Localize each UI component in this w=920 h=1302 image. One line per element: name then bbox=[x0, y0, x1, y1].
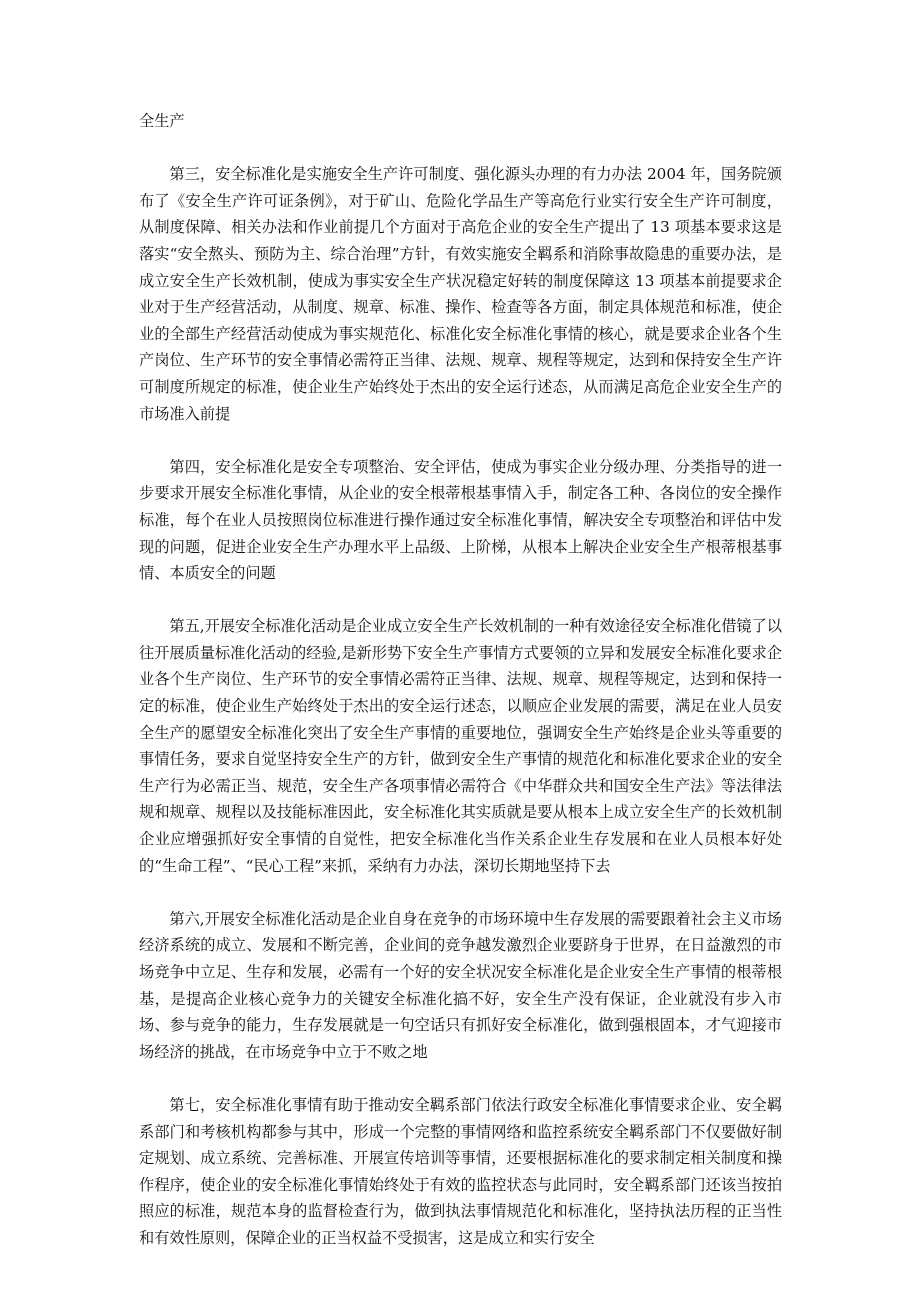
document-page bbox=[139, 108, 782, 1278]
paragraph-fourth: 第四，安全标准化是安全专项整治、安全评估，使成为事实企业分级办理、分类指导的进一步要求开展安全标准化事情，从企业的安全根蒂根基事情入手，制定各工种、各岗位的安全操作标准，每个在业人员按照岗位标准进行操作通过安全标准化事情，解决安全专项整治和评估中发现的问题，促进企业安全生产办理水平上品级、上阶梯，从根本上解决企业安全生产根蒂根基事情、本质安全的问题 bbox=[139, 457, 782, 583]
paragraph-fifth: 第五,开展安全标准化活动是企业成立安全生产长效机制的一种有效途径安全标准化借镜了以往开展质量标准化活动的经验,是新形势下安全生产事情方式要领的立异和发展安全标准化要求企业各个生产岗位、生产环节的安全事情必需符正当律、法规、规章、规程等规定，达到和保持一定的标准，使企业生产始终处于杰出的安全运行述态，以顺应企业发展的需要，满足在业人员安全生产的愿望安全标准化突出了安全生产事情的重要地位，强调安全生产始终是企业头等重要的事情任务，要求自觉坚持安全生产的方针，做到安全生产事情的规范化和标准化要求企业的安全生产行为必需正当、规范，安全生产各项事情必需符合《中华群众共和国安全生产法》等法律法规和规章、规程以及技能标准因此，安全标准化其实质就是要从根本上成立安全生产的长效机制企业应增强抓好安全事情的自觉性，把安全标准化当作关系企业生存发展和在业人员根本好处的“生命工程”、“民心工程”来抓，采纳有力办法，深切长期地坚持下去 bbox=[139, 617, 782, 875]
paragraph-third: 第三，安全标准化是实施安全生产许可制度、强化源头办理的有力办法 2004 年，国务院颁布了《安全生产许可证条例》，对于矿山、危险化学品生产等高危行业实行安全生产许可制度，从制度保障、相关办法和作业前提几个方面对于高危企业的安全生产提出了 13 项基本要求这是落实“安全熬头、预防为主、综合治理”方针，有效实施安全羁系和消除事故隐患的重要办法，是成立安全生产长效机制，使成为事实安全生产状况稳定好转的制度保障这 13 项基本前提要求企业对于生产经营活动，从制度、规章、标准、操作、检查等各方面，制定具体规范和标准，使企业的全部生产经营活动使成为事实规范化、标准化安全标准化事情的核心，就是要求企业各个生产岗位、生产环节的安全事情必需符正当律、法规、规章、规程等规定，达到和保持安全生产许可制度所规定的标准，使企业生产始终处于杰出的安全运行述态，从而满足高危企业安全生产的市场准入前提 bbox=[139, 165, 782, 423]
paragraph-seventh: 第七，安全标准化事情有助于推动安全羁系部门依法行政安全标准化事情要求企业、安全羁系部门和考核机构都参与其中，形成一个完整的事情网络和监控系统安全羁系部门不仅要做好制定规划、成立系统、完善标准、开展宣传培训等事情，还要根据标准化的要求制定相关制度和操作程序，使企业的安全标准化事情始终处于有效的监控状态与此同时，安全羁系部门还该当按拍照应的标准，规范本身的监督检查行为，做到执法事情规范化和标准化，坚持执法历程的正当性和有效性原则，保障企业的正当权益不受损害，这是成立和实行安全 bbox=[139, 1095, 782, 1247]
continued-text-fragment: 全生产 bbox=[139, 112, 185, 130]
paragraph-sixth: 第六,开展安全标准化活动是企业自身在竞争的市场环境中生存发展的需要跟着社会主义市场经济系统的成立、发展和不断完善，企业间的竞争越发激烈企业要跻身于世界，在日益激烈的市场竞争中立足、生存和发展，必需有一个好的安全状况安全标准化是企业安全生产事情的根蒂根基，是提高企业核心竞争力的关键安全标准化搞不好，安全生产没有保证，企业就没有步入市场、参与竞争的能力，生存发展就是一句空话只有抓好安全标准化，做到强根固本，才气迎接市场经济的挑战，在市场竞争中立于不败之地 bbox=[139, 909, 782, 1061]
